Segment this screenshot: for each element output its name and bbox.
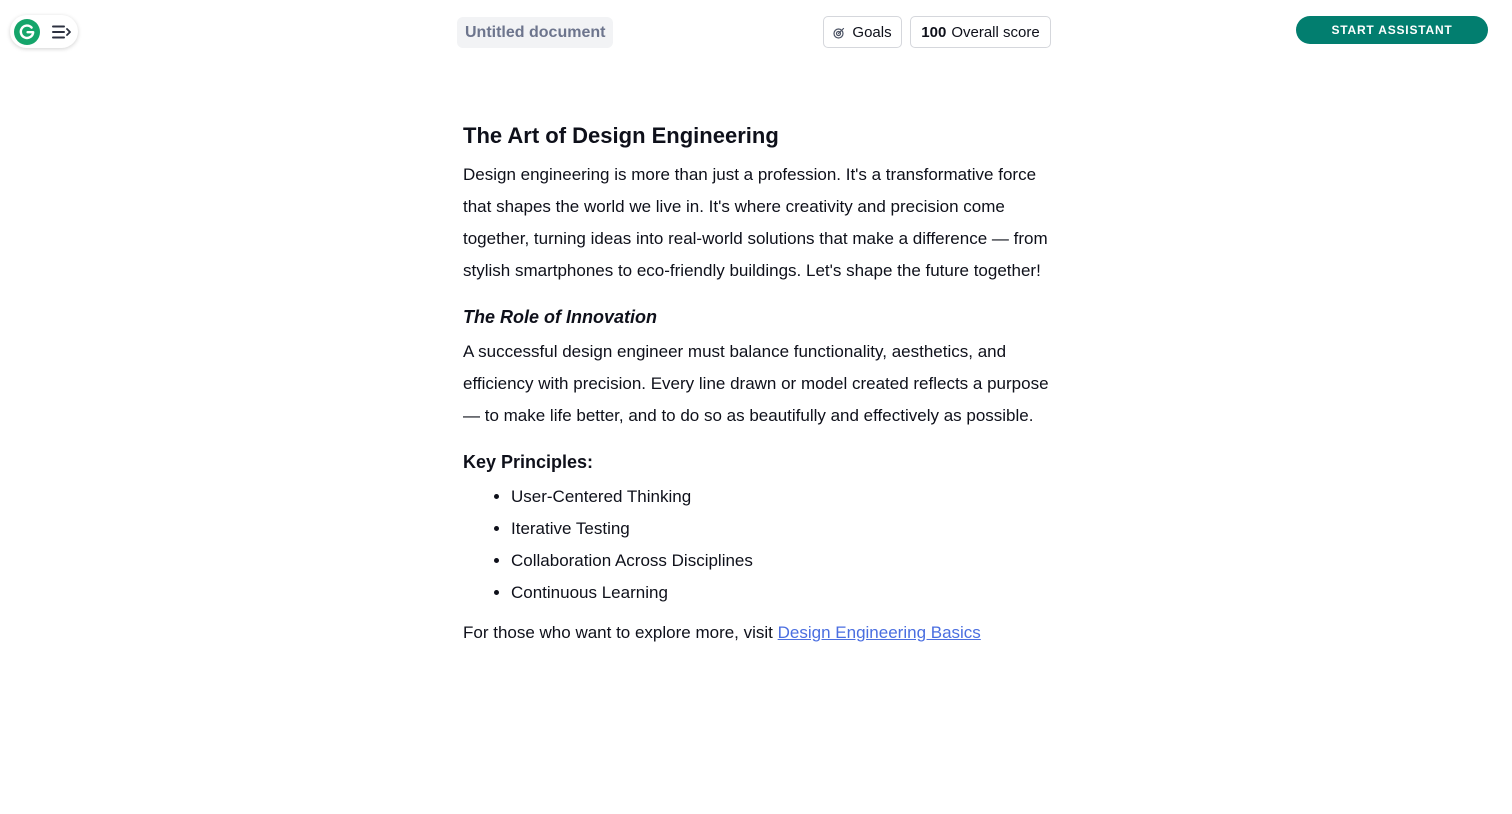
score-label: Overall score bbox=[951, 23, 1040, 41]
overall-score-button[interactable] bbox=[910, 16, 1051, 48]
menu-icon[interactable] bbox=[50, 21, 72, 43]
innovation-subheading: The Role of Innovation bbox=[463, 307, 657, 327]
document-title[interactable]: Untitled document bbox=[457, 17, 613, 48]
list-item: • User-Centered Thinking bbox=[511, 481, 1063, 513]
closing-text: For those who want to explore more, visit bbox=[463, 623, 778, 642]
score-value: 100 bbox=[921, 23, 947, 41]
design-engineering-basics-link[interactable]: Design Engineering Basics bbox=[777, 623, 981, 642]
goals-label: Goals bbox=[852, 23, 892, 41]
role-paragraph: A successful design engineer must balance functionality, aesthetics, and efficiency with precision. Every line drawn or model created reflects a purpose — to make life better, and to do so as beautifully and effectively as possible. bbox=[463, 342, 1049, 425]
list-item: • Iterative Testing bbox=[511, 513, 1063, 545]
goals-button[interactable] bbox=[823, 16, 902, 48]
logo-menu-pill bbox=[10, 15, 78, 48]
target-icon bbox=[833, 26, 845, 38]
principles-heading: Key Principles: bbox=[463, 452, 594, 472]
intro-paragraph: Design engineering is more than just a profession. It's a transformative force that shapes the world we live in. It's where creativity and precision come together, turning ideas into real-world solutions that make a difference — from stylish smartphones to eco-friendly buildings. Let's shape the future together! bbox=[463, 165, 1048, 280]
list-item: • Continuous Learning bbox=[511, 577, 1063, 609]
document-editor[interactable] bbox=[463, 118, 1063, 649]
principles-list bbox=[463, 481, 1063, 609]
document-heading: The Art of Design Engineering bbox=[463, 123, 779, 148]
grammarly-logo-icon[interactable] bbox=[14, 19, 40, 45]
start-assistant-button[interactable]: START ASSISTANT bbox=[1296, 16, 1488, 44]
closing-paragraph bbox=[463, 617, 1063, 649]
list-item: • Collaboration Across Disciplines bbox=[511, 545, 1063, 577]
